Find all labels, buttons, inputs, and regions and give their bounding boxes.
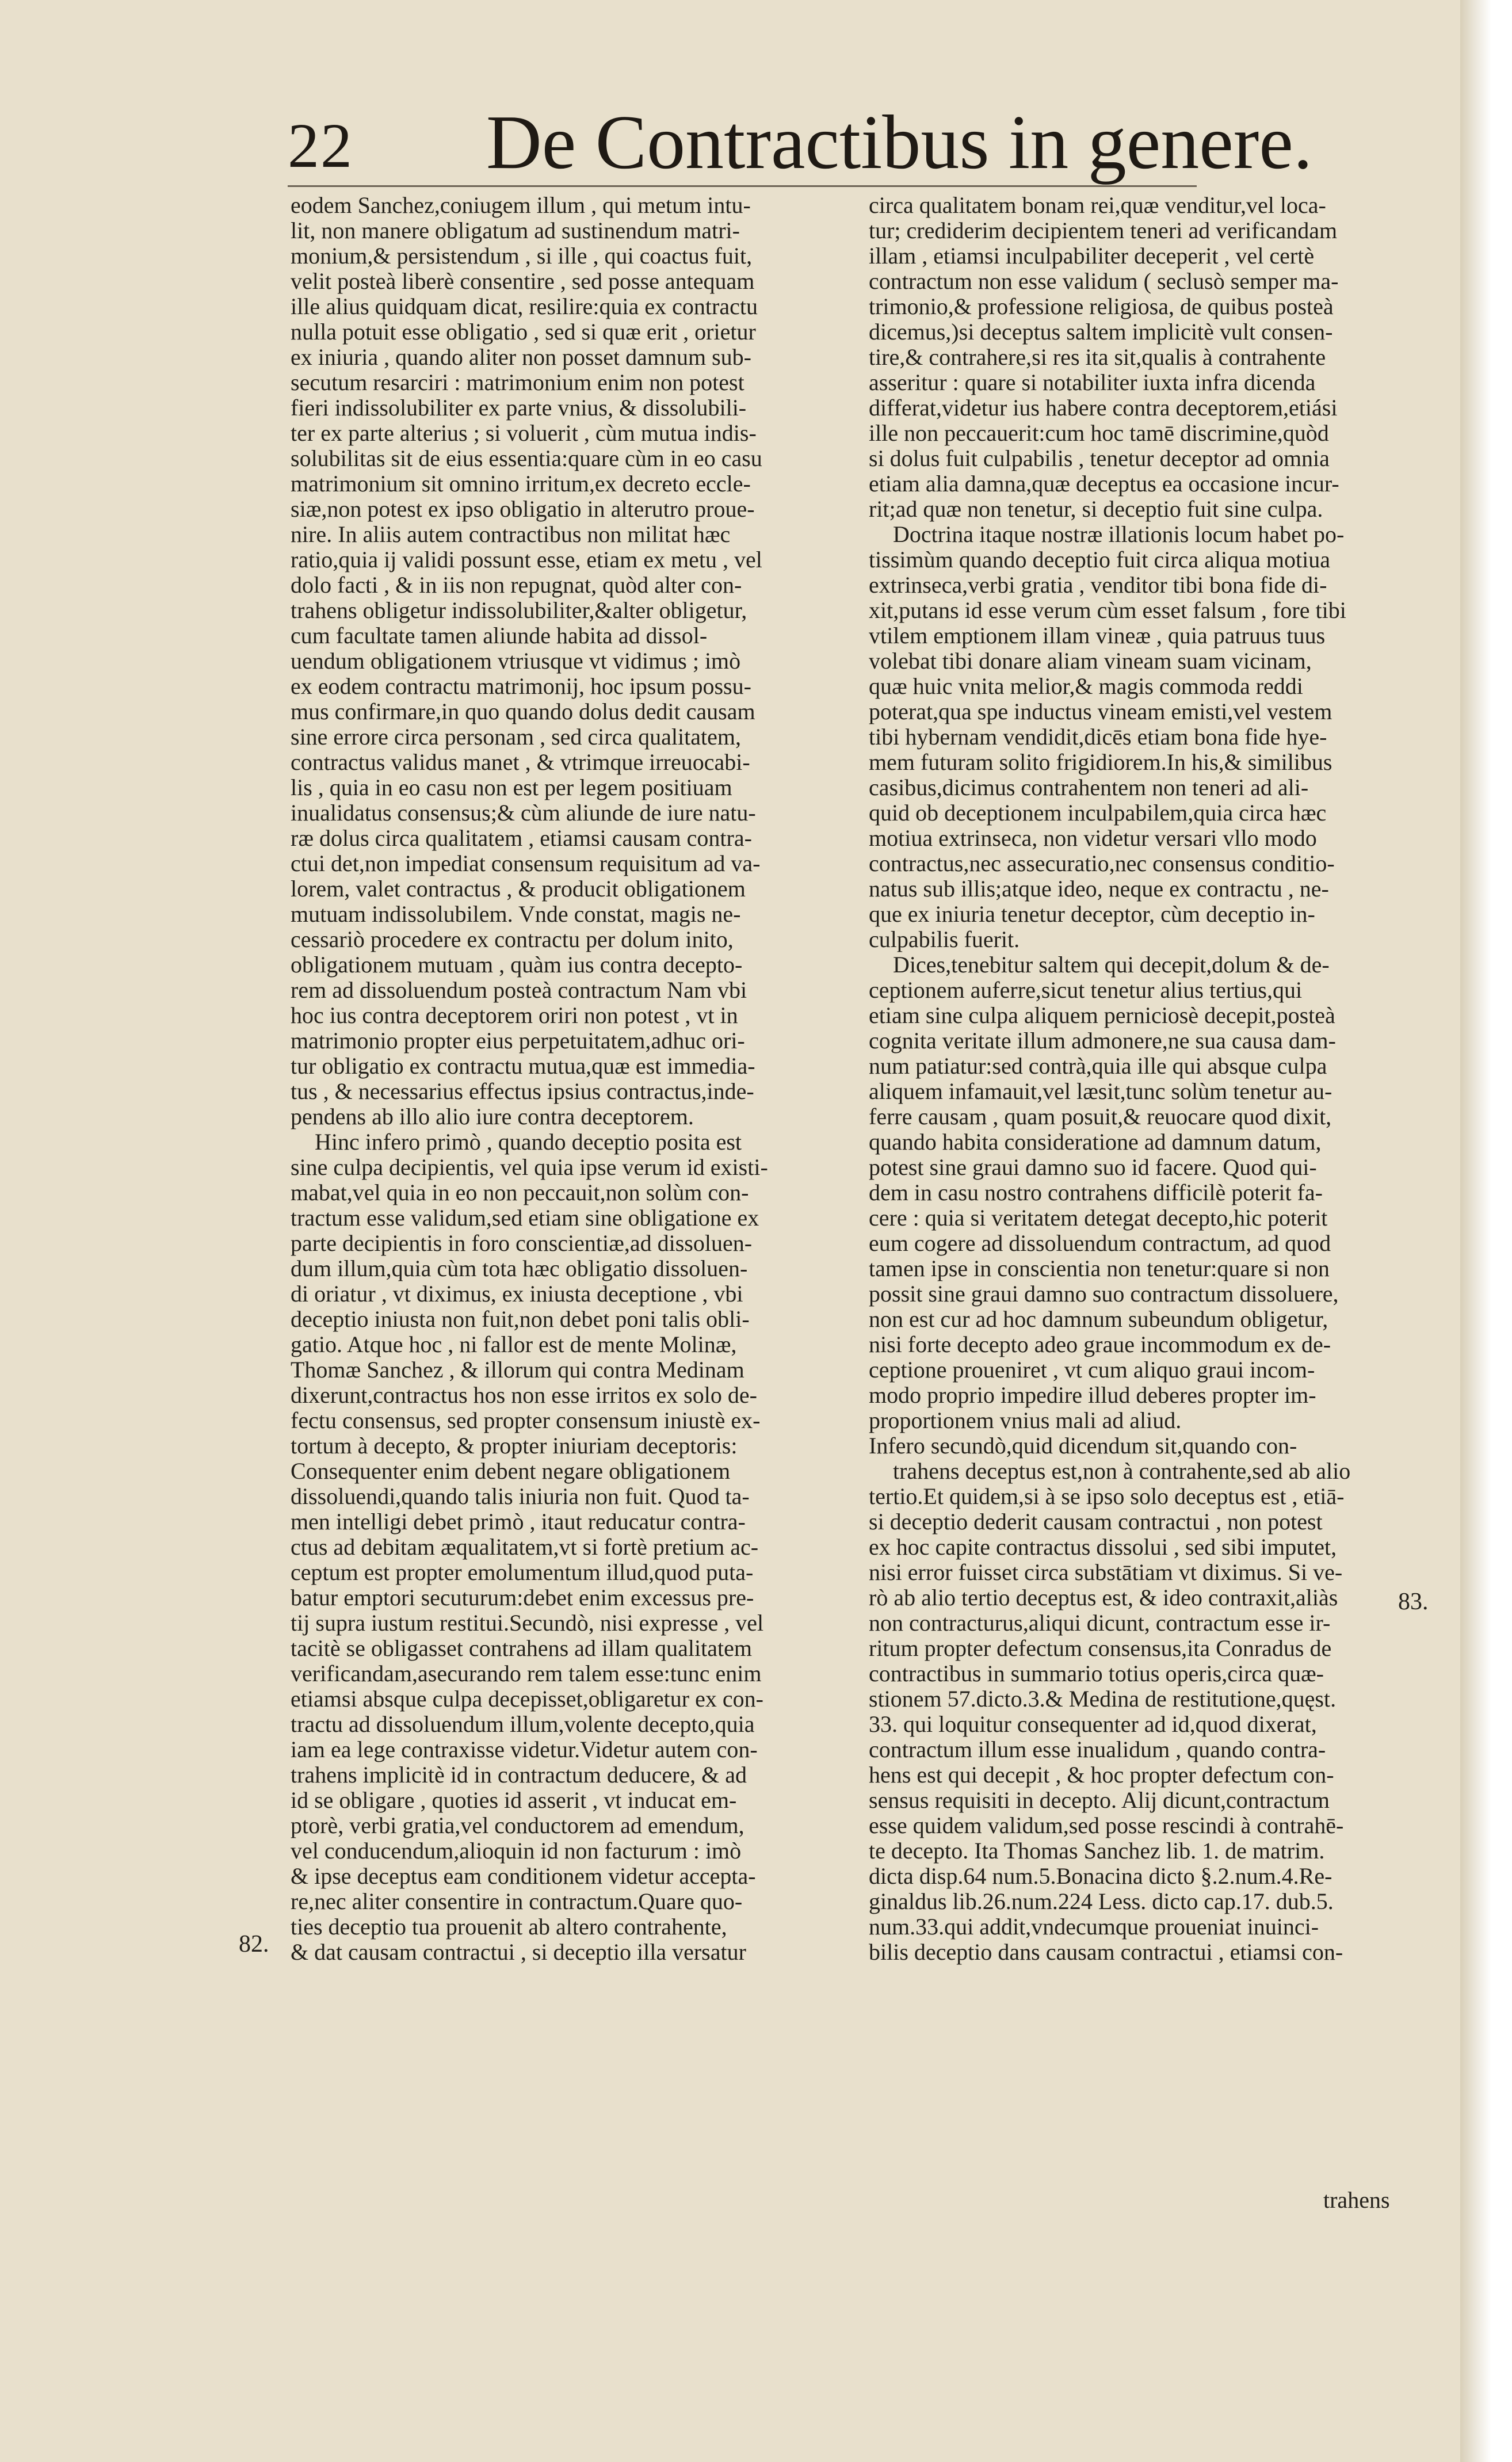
right-column-line: tamen ipse in conscientia non tenetur:quare si non bbox=[869, 1256, 1330, 1281]
left-column-line: tortum à decepto, & propter iniuriam deceptoris: bbox=[291, 1433, 738, 1459]
left-column-line: nire. In aliis autem contractibus non militat hæc bbox=[291, 522, 731, 547]
left-column-line: ceptum est propter emolumentum illud,quod puta- bbox=[291, 1560, 754, 1585]
left-column-line: fectu consensus, sed propter consensum iniustè ex- bbox=[291, 1408, 761, 1433]
left-column-line: vel conducendum,alioquin id non facturum : imò bbox=[291, 1838, 742, 1864]
left-column-line: lis , quia in eo casu non est per legem positiuam bbox=[291, 775, 732, 800]
right-column-line: ille non peccauerit:cum hoc tamē discrimine,quòd bbox=[869, 421, 1329, 446]
left-column-line: ctui det,non impediat consensum requisitum ad va- bbox=[291, 851, 761, 876]
left-column-line: cum facultate tamen aliunde habita ad dissol- bbox=[291, 623, 708, 648]
right-column-line: etiam alia damna,quæ deceptus ea occasione incur- bbox=[869, 471, 1339, 497]
right-column-line: contractus,nec assecuratio,nec consensus conditio- bbox=[869, 851, 1335, 876]
left-column-line: dissoluendi,quando talis iniuria non fuit. Quod ta- bbox=[291, 1484, 750, 1509]
left-column-line: sine errore circa personam , sed circa qualitatem, bbox=[291, 724, 741, 750]
right-column-line: etiam sine culpa aliquem perniciosè decepit,posteà bbox=[869, 1003, 1335, 1028]
right-column-line: dicemus,)si deceptus saltem implicitè vult consen- bbox=[869, 319, 1333, 345]
left-column-line: ter ex parte alterius ; si voluerit , cùm mutua indis- bbox=[291, 421, 757, 446]
right-column-line: bilis deceptio dans causam contractui , etiamsi con- bbox=[869, 1940, 1343, 1965]
left-column-line: siæ,non potest ex ipso obligatio in alterutro proue- bbox=[291, 497, 755, 522]
left-column-line: tractum esse validum,sed etiam sine obligatione ex bbox=[291, 1205, 759, 1231]
left-column-line: pendens ab illo alio iure contra deceptorem. bbox=[291, 1104, 694, 1129]
marginal-note-83: 83. bbox=[1398, 1589, 1429, 1615]
left-column-line: etiamsi absque culpa decepisset,obligaretur ex con- bbox=[291, 1686, 763, 1712]
left-column-line: secutum resarciri : matrimonium enim non potest bbox=[291, 370, 744, 395]
left-column-line: matrimonium sit omnino irritum,ex decreto eccle- bbox=[291, 471, 751, 497]
left-column-line: Thomæ Sanchez , & illorum qui contra Medinam bbox=[291, 1357, 744, 1383]
right-column-line: possit sine graui damno suo contractum dissoluere, bbox=[869, 1281, 1339, 1307]
left-text-column bbox=[291, 193, 826, 1965]
left-column-line: nulla potuit esse obligatio , sed si quæ erit , orietur bbox=[291, 319, 756, 345]
right-column-line: modo proprio impedire illud deberes propter im- bbox=[869, 1383, 1316, 1408]
marginal-note-82: 82. bbox=[239, 1931, 269, 1957]
right-column-line: quando habita consideratione ad damnum datum, bbox=[869, 1129, 1322, 1155]
left-column-line: Consequenter enim debent negare obligationem bbox=[291, 1459, 731, 1484]
left-column-line: rem ad dissoluendum posteà contractum Nam vbi bbox=[291, 978, 747, 1003]
right-column-line: contractum illum esse inualidum , quando contra- bbox=[869, 1737, 1326, 1762]
right-column-line: nisi forte decepto adeo graue incommodum ex de- bbox=[869, 1332, 1331, 1357]
right-column-line: non est cur ad hoc damnum subeundum obligetur, bbox=[869, 1307, 1328, 1332]
left-column-line: eodem Sanchez,coniugem illum , qui metum intu- bbox=[291, 193, 751, 218]
right-column-line: tissimùm quando deceptio fuit circa aliqua motiua bbox=[869, 547, 1331, 572]
left-column-line: trahens implicitè id in contractum deducere, & ad bbox=[291, 1762, 747, 1788]
left-column-line: gatio. Atque hoc , ni fallor est de mente Molinæ, bbox=[291, 1332, 737, 1357]
left-column-line: monium,& persistendum , si ille , qui coactus fuit, bbox=[291, 243, 753, 269]
left-column-line: tij supra iustum restitui.Secundò, nisi expresse , vel bbox=[291, 1610, 764, 1636]
right-column-line: ceptionem auferre,sicut tenetur alius tertius,qui bbox=[869, 978, 1303, 1003]
left-column-line: mabat,vel quia in eo non peccauit,non solùm con- bbox=[291, 1180, 749, 1205]
left-column-line: di oriatur , vt diximus, ex iniusta deceptione , vbi bbox=[291, 1281, 743, 1307]
right-column-line: proportionem vnius mali ad aliud. bbox=[869, 1408, 1182, 1433]
right-column-line: Doctrina itaque nostræ illationis locum habet po- bbox=[893, 522, 1345, 547]
left-column-line: mus confirmare,in quo quando dolus dedit causam bbox=[291, 699, 755, 724]
right-column-line: vtilem emptionem illam vineæ , quia patruus tuus bbox=[869, 623, 1326, 648]
left-column-line: parte decipientis in foro conscientiæ,ad dissoluen- bbox=[291, 1231, 753, 1256]
right-column-line: ferre causam , quam posuit,& reuocare quod dixit, bbox=[869, 1104, 1332, 1129]
right-column-line: trimonio,& professione religiosa, de quibus posteà bbox=[869, 294, 1334, 319]
right-column-line: hens est qui decepit , & hoc propter defectum con- bbox=[869, 1762, 1334, 1788]
right-column-line: natus sub illis;atque ideo, neque ex contractu , ne- bbox=[869, 876, 1329, 902]
right-column-line: motiua extrinseca, non videtur versari vllo modo bbox=[869, 826, 1317, 851]
left-column-line: dum illum,quia cùm tota hæc obligatio dissoluen- bbox=[291, 1256, 748, 1281]
left-column-line: ex eodem contractu matrimonij, hoc ipsum possu- bbox=[291, 674, 751, 699]
right-column-line: potest sine graui damno suo id facere. Quod qui- bbox=[869, 1155, 1317, 1180]
right-column-line: illam , etiamsi inculpabiliter deceperit , vel certè bbox=[869, 243, 1315, 269]
left-column-line: & dat causam contractui , si deceptio illa versatur bbox=[291, 1940, 746, 1965]
right-column-line: si deceptio dederit causam contractui , non potest bbox=[869, 1509, 1323, 1535]
left-column-line: sine culpa decipientis, vel quia ipse verum id existi- bbox=[291, 1155, 768, 1180]
left-column-line: obligationem mutuam , quàm ius contra decepto- bbox=[291, 952, 743, 978]
left-column-line: iam ea lege contraxisse videtur.Videtur autem con- bbox=[291, 1737, 758, 1762]
left-column-line: mutuam indissolubilem. Vnde constat, magis ne- bbox=[291, 902, 741, 927]
left-column-line: & ipse deceptus eam conditionem videtur accepta- bbox=[291, 1864, 756, 1889]
right-column-line: tibi hybernam vendidit,dicēs etiam bona fide hye- bbox=[869, 724, 1327, 750]
right-column-line: rò ab alio tertio deceptus est, & ideo contraxit,aliàs bbox=[869, 1585, 1338, 1610]
right-column-line: cere : quia si veritatem detegat decepto,hic poterit bbox=[869, 1205, 1328, 1231]
left-column-line: contractus validus manet , & vtrimque irreuocabi- bbox=[291, 750, 750, 775]
left-column-line: tus , & necessarius effectus ipsius contractus,inde- bbox=[291, 1079, 754, 1104]
right-column-line: extrinseca,verbi gratia , venditor tibi bona fide di- bbox=[869, 572, 1327, 598]
right-column-line: non contracturus,aliqui dicunt, contractum esse ir- bbox=[869, 1610, 1331, 1636]
catchword: trahens bbox=[1323, 2187, 1390, 2213]
left-column-line: tur obligatio ex contractu mutua,quæ est immedia- bbox=[291, 1053, 755, 1079]
right-column-line: differat,videtur ius habere contra deceptorem,etiási bbox=[869, 395, 1338, 421]
right-column-line: poterat,qua spe inductus vineam emisti,vel vestem bbox=[869, 699, 1332, 724]
right-column-line: mem futuram solito frigidiorem.In his,& similibus bbox=[869, 750, 1332, 775]
left-column-line: hoc ius contra deceptorem oriri non potest , vt in bbox=[291, 1003, 738, 1028]
left-column-line: dixerunt,contractus hos non esse irritos ex solo de- bbox=[291, 1383, 757, 1408]
left-column-line: ille alius quidquam dicat, resilire:quia ex contractu bbox=[291, 294, 758, 319]
right-column-line: rit;ad quæ non tenetur, si deceptio fuit sine culpa. bbox=[869, 497, 1323, 522]
left-column-line: matrimonio propter eius perpetuitatem,adhuc ori- bbox=[291, 1028, 745, 1053]
right-column-line: si dolus fuit culpabilis , tenetur deceptor ad omnia bbox=[869, 446, 1330, 471]
right-column-line: asseritur : quare si notabiliter iuxta infra dicenda bbox=[869, 370, 1316, 395]
left-column-line: trahens obligetur indissolubiliter,&alter obligetur, bbox=[291, 598, 747, 623]
left-column-line: ctus ad debitam æqualitatem,vt si fortè pretium ac- bbox=[291, 1535, 759, 1560]
right-column-line: contractibus in summario totius operis,circa quæ- bbox=[869, 1661, 1324, 1686]
left-column-line: batur emptori secuturum:debet enim excessus pre- bbox=[291, 1585, 754, 1610]
right-column-line: ginaldus lib.26.num.224 Less. dicto cap.17. dub.5. bbox=[869, 1889, 1334, 1914]
right-column-line: culpabilis fuerit. bbox=[869, 927, 1020, 952]
left-column-line: solubilitas sit de eius essentia:quare cùm in eo casu bbox=[291, 446, 762, 471]
left-column-line: tractu ad dissoluendum illum,volente decepto,quia bbox=[291, 1712, 755, 1737]
right-column-line: ritum propter defectum consensus,ita Conradus de bbox=[869, 1636, 1332, 1661]
left-column-line: Hinc infero primò , quando deceptio posita est bbox=[315, 1129, 742, 1155]
left-column-line: fieri indissolubiliter ex parte vnius, & dissolubili- bbox=[291, 395, 747, 421]
right-column-line: contractum non esse validum ( seclusò semper ma- bbox=[869, 269, 1339, 294]
right-column-line: aliquem infamauit,vel læsit,tunc solùm tenetur au- bbox=[869, 1079, 1332, 1104]
left-column-line: deceptio iniusta non fuit,non debet poni talis obli- bbox=[291, 1307, 750, 1332]
right-column-line: Dices,tenebitur saltem qui decepit,dolum & de- bbox=[893, 952, 1330, 978]
left-column-line: verificandam,asecurando rem talem esse:tunc enim bbox=[291, 1661, 762, 1686]
page-gutter bbox=[1460, 0, 1512, 2462]
left-column-line: ræ dolus circa qualitatem , etiamsi causam contra- bbox=[291, 826, 752, 851]
running-title: De Contractibus in genere. bbox=[486, 100, 1313, 185]
right-column-line: te decepto. Ita Thomas Sanchez lib. 1. de matrim. bbox=[869, 1838, 1325, 1864]
right-column-line: esse quidem validum,sed posse rescindi à contrahē- bbox=[869, 1813, 1344, 1838]
right-column-line: quid ob deceptionem inculpabilem,quia circa hæc bbox=[869, 800, 1327, 826]
left-column-line: re,nec aliter consentire in contractum.Quare quo- bbox=[291, 1889, 743, 1914]
right-column-line: que ex iniuria tenetur deceptor, cùm deceptio in- bbox=[869, 902, 1315, 927]
right-column-line: eum cogere ad dissoluendum contractum, ad quod bbox=[869, 1231, 1331, 1256]
right-column-line: sensus requisiti in decepto. Alij dicunt,contractum bbox=[869, 1788, 1330, 1813]
right-column-line: casibus,dicimus contrahentem non teneri ad ali- bbox=[869, 775, 1309, 800]
right-column-line: dicta disp.64 num.5.Bonacina dicto §.2.num.4.Re- bbox=[869, 1864, 1332, 1889]
right-text-column bbox=[869, 193, 1464, 1965]
right-column-line: trahens deceptus est,non à contrahente,sed ab alio bbox=[893, 1459, 1351, 1484]
left-column-line: men intelligi debet primò , itaut reducatur contra- bbox=[291, 1509, 746, 1535]
left-column-line: ptorè, verbi gratia,vel conductorem ad emendum, bbox=[291, 1813, 744, 1838]
right-column-line: circa qualitatem bonam rei,quæ venditur,vel loca- bbox=[869, 193, 1326, 218]
right-column-line: tertio.Et quidem,si à se ipso solo deceptus est , etiā- bbox=[869, 1484, 1345, 1509]
right-column-line: dem in casu nostro contrahens difficilè poterit fa- bbox=[869, 1180, 1323, 1205]
page-number: 22 bbox=[288, 110, 353, 181]
header-rule bbox=[288, 185, 1197, 187]
right-column-line: tire,& contrahere,si res ita sit,qualis à contrahente bbox=[869, 345, 1326, 370]
right-column-line: volebat tibi donare aliam vineam suam vicinam, bbox=[869, 648, 1312, 674]
left-column-line: velit posteà liberè consentire , sed posse antequam bbox=[291, 269, 755, 294]
page-header bbox=[288, 98, 1313, 196]
right-column-line: stionem 57.dicto.3.& Medina de restitutione,quęst. bbox=[869, 1686, 1337, 1712]
left-column-line: cessariò procedere ex contractu per dolum inito, bbox=[291, 927, 734, 952]
left-column-line: lorem, valet contractus , & producit obligationem bbox=[291, 876, 746, 902]
right-column-line: cognita veritate illum admonere,ne sua causa dam- bbox=[869, 1028, 1336, 1053]
right-column-line: ceptione proueniret , vt cum aliquo graui incom- bbox=[869, 1357, 1315, 1383]
right-column-line: nisi error fuisset circa substātiam vt diximus. Si ve- bbox=[869, 1560, 1343, 1585]
right-column-line: num patiatur:sed contrà,quia ille qui absque culpa bbox=[869, 1053, 1327, 1079]
right-column-line: quæ huic vnita melior,& magis commoda reddi bbox=[869, 674, 1303, 699]
right-column-line: 33. qui loquitur consequenter ad id,quod dixerat, bbox=[869, 1712, 1317, 1737]
left-column-line: lit, non manere obligatum ad sustinendum matri- bbox=[291, 218, 740, 243]
right-column-line: tur; crediderim decipientem teneri ad verificandam bbox=[869, 218, 1338, 243]
right-column-line: Infero secundò,quid dicendum sit,quando con- bbox=[869, 1433, 1297, 1459]
left-column-line: ratio,quia ij validi possunt esse, etiam ex metu , vel bbox=[291, 547, 762, 572]
left-column-line: ex iniuria , quando aliter non posset damnum sub- bbox=[291, 345, 751, 370]
left-column-line: tacitè se obligasset contrahens ad illam qualitatem bbox=[291, 1636, 752, 1661]
left-column-line: uendum obligationem vtriusque vt vidimus ; imò bbox=[291, 648, 741, 674]
right-column-line: num.33.qui addit,vndecumque proueniat inuinci- bbox=[869, 1914, 1319, 1940]
left-column-line: id se obligare , quoties id asserit , vt inducat em- bbox=[291, 1788, 737, 1813]
right-column-line: xit,putans id esse verum cùm esset falsum , fore tibi bbox=[869, 598, 1346, 623]
right-column-line: ex hoc capite contractus dissolui , sed sibi imputet, bbox=[869, 1535, 1337, 1560]
left-column-line: inualidatus consensus;& cùm aliunde de iure natu- bbox=[291, 800, 756, 826]
left-column-line: dolo facti , & in iis non repugnat, quòd alter con- bbox=[291, 572, 742, 598]
left-column-line: ties deceptio tua prouenit ab altero contrahente, bbox=[291, 1914, 727, 1940]
